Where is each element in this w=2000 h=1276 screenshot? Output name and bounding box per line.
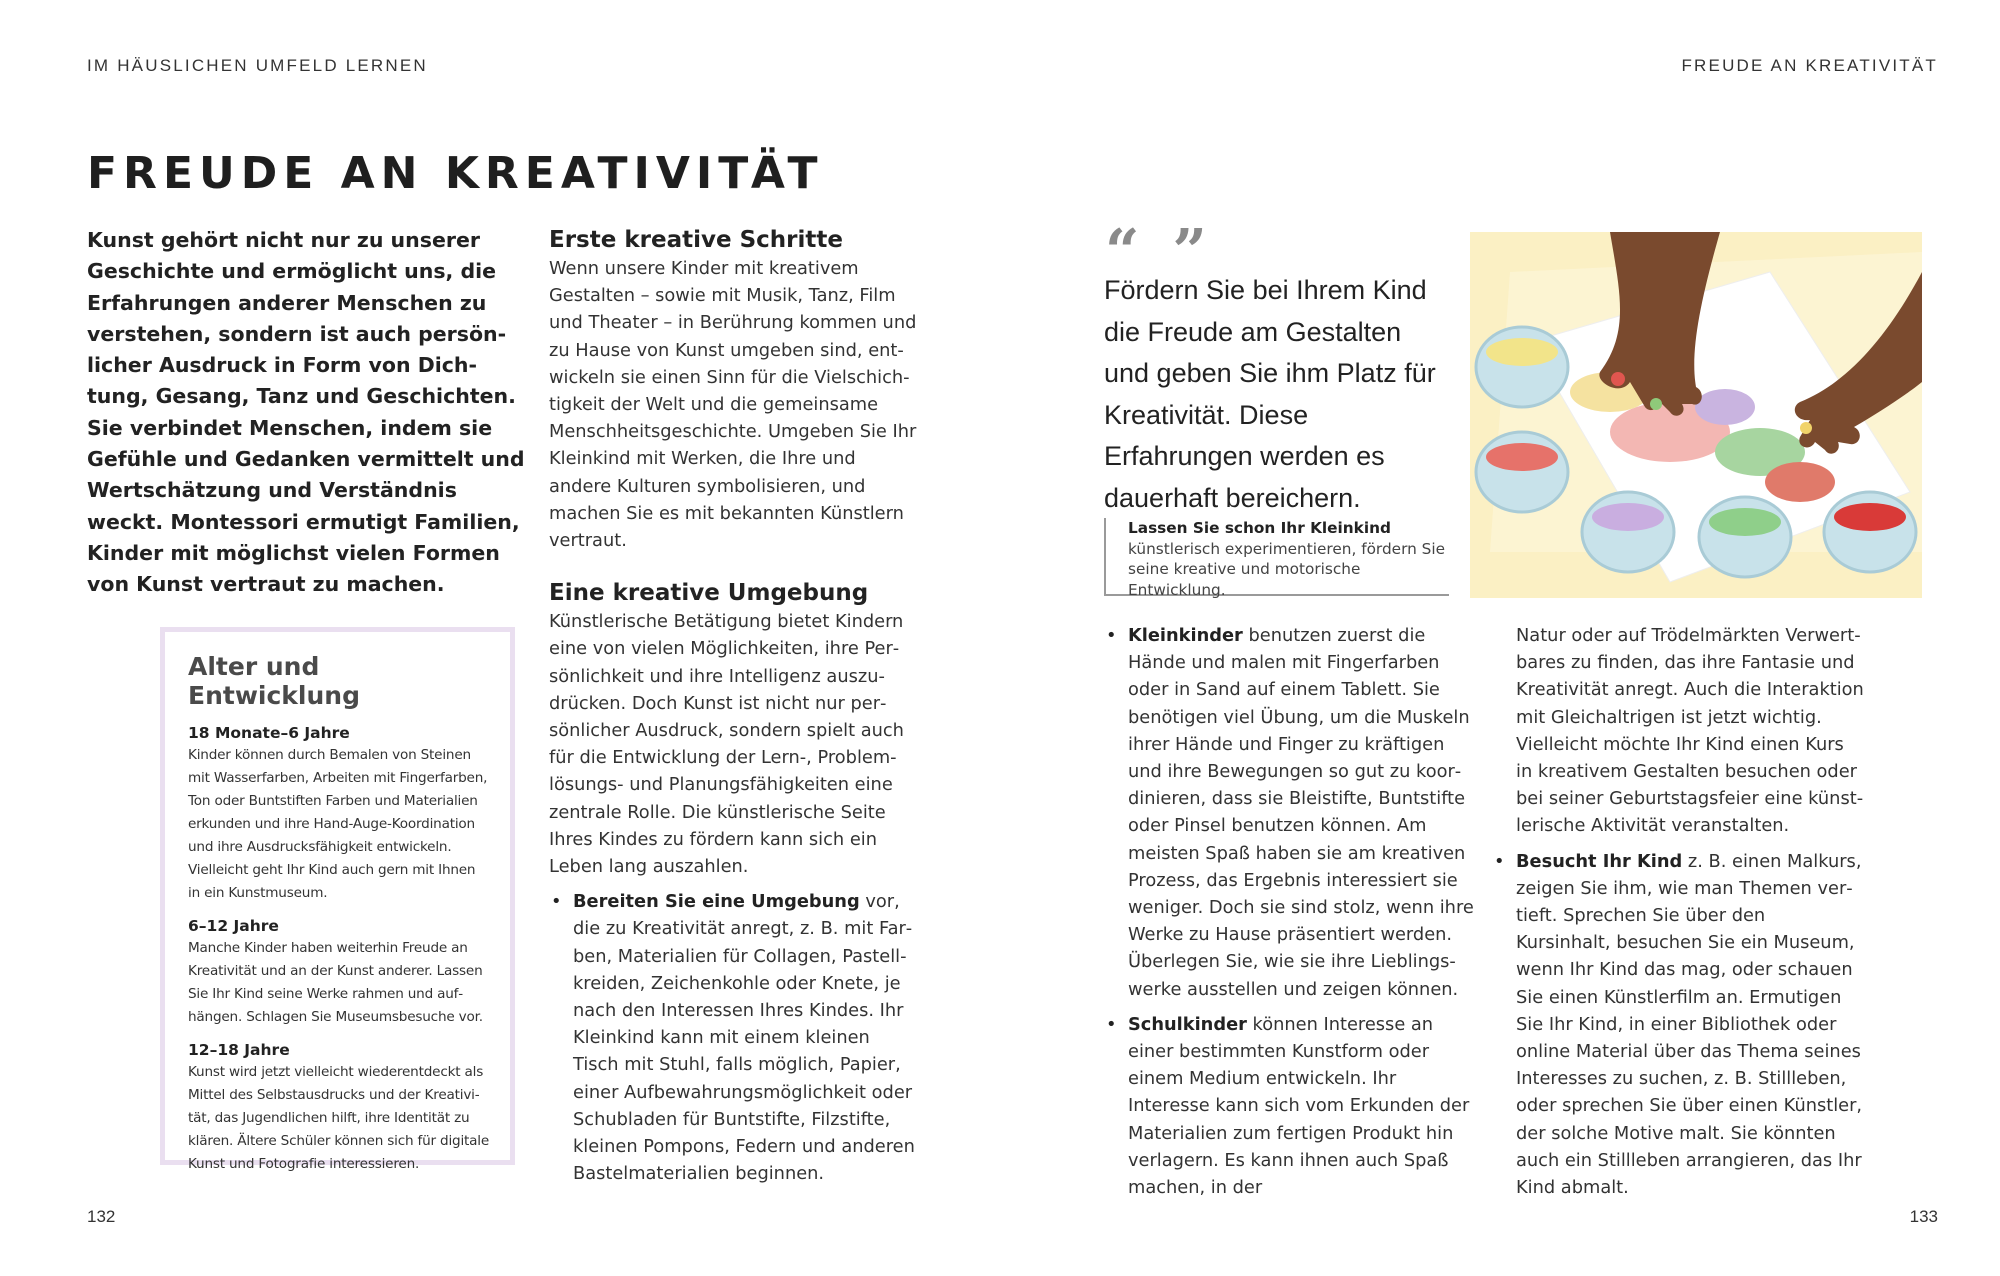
bullet-lead: Besucht Ihr Kind [1516, 850, 1683, 872]
running-head-right: FREUDE AN KREATIVITÄT [1681, 56, 1938, 75]
list-item [1104, 1011, 1476, 1201]
age-group-bullet-list [1104, 622, 1476, 1201]
bullet-text: können Interesse an einer bestimmten Kunstform oder einem Medium entwickeln. Ihr Interesse kann sich vom Erkunden der Materialien zum fertigen Produkt hin verlagern. Es kann ihnen auch Spaß machen, in der [1128, 1013, 1470, 1199]
paint-red [1486, 443, 1558, 471]
section-text-first-steps: Wenn unsere Kinder mit kreativem Gestalten – sowie mit Musik, Tanz, Film und Theater – in Berührung kommen und zu Hause von Kunst umgeben sind, entwickeln sie einen Sinn für die Vielschichtigkeit der Welt und die gemeinsame Menschheitsgeschichte. Umgeben Sie Ihr Kleinkind mit Werken, die Ihre und andere Kulturen symbolisieren, und machen Sie es mit bekannten Künstlern vertraut. [549, 258, 917, 552]
caption-lead: Lassen Sie schon Ihr Kleinkind [1128, 519, 1391, 537]
paint-smear [1695, 389, 1755, 425]
bullet-icon: • [1494, 850, 1505, 872]
bullet-text: vor, die zu Kreativität anregt, z. B. mit Farben, Materialien für Collagen, Pastellkreiden, Zeichenkohle oder Knete, je nach den Interessen Ihres Kindes. Ihr Kleinkind kann mit einem kleinen Tisch mit Stuhl, falls möglich, Papier, einer Aufbewahrungsmöglichkeit oder Schubladen für Buntstifte, Filzstifte, kleinen Pompons, Federn und anderen Bastelmaterialien beginnen. [573, 891, 915, 1185]
right-page [1000, 0, 2000, 1276]
bullet-lead: Kleinkinder [1128, 625, 1243, 646]
continued-text: Natur oder auf Trödelmärkten Verwertbares zu finden, das ihre Fantasie und Kreativität anregt. Auch die Interaktion mit Gleichaltrigen ist jetzt wichtig. Vielleicht möchte Ihr Kind einen Kurs in kreativem Gestalten besuchen oder bei seiner Geburtstagsfeier eine künstlerische Aktivität veranstalten. [1516, 625, 1864, 837]
age-heading: 6–12 Jahre [188, 917, 279, 935]
bullet-text: z. B. einen Malkurs, zeigen Sie ihm, wie man Themen vertieft. Sprechen Sie über den Kursinhalt, besuchen Sie ein Museum, wenn Ihr Kind das mag, oder schauen Sie einen Künstlerfilm an. Ermutigen Sie Ihr Kind, in einer Bibliothek oder online Material über das Thema seines Interesses zu suchen, z. B. Stillleben, oder sprechen Sie über einen Künstler, der solche Motive malt. Sie könnten auch ein Stillleben arrangieren, das Ihr Kind abmalt. [1516, 850, 1863, 1199]
paint-on-finger [1611, 372, 1625, 386]
bullet-lead: Schulkinder [1128, 1013, 1247, 1035]
right-text-column-2 [1492, 622, 1864, 1201]
paint-crimson [1834, 503, 1906, 531]
paint-yellow [1486, 338, 1558, 366]
paint-green [1709, 508, 1781, 536]
page-title: FREUDE AN KREATIVITÄT [87, 148, 824, 199]
paint-smear [1765, 462, 1835, 502]
intro-paragraph: Kunst gehört nicht nur zu unserer Geschichte und ermöglicht uns, die Erfahrungen anderer Menschen zu verstehen, sondern ist auch persönlicher Ausdruck in Form von Dichtung, Gesang, Tanz und Geschichten. Sie verbindet Menschen, indem sie Gefühle und Gedanken vermittelt und Wertschätzung und Verständnis weckt. Montessori ermutigt Familien, Kinder mit möglichst vielen Formen von Kunst vertraut zu machen. [87, 228, 525, 597]
left-text-column [549, 225, 919, 1188]
age-text: Kunst wird jetzt vielleicht wiederentdeckt als Mittel des Selbstausdrucks und der Kreativität, das Jugendlichen hilft, ihre Identität zu klären. Ältere Schüler können sich für digitale Kunst und Fotografie interessieren. [188, 1064, 490, 1172]
bullet-lead: Bereiten Sie eine Umgebung [573, 891, 860, 913]
list-item [1104, 622, 1476, 1003]
course-bullet-list [1492, 848, 1864, 1202]
paint-on-finger [1800, 422, 1812, 434]
section-text-environment: Künstlerische Betätigung bietet Kindern eine von vielen Möglichkeiten, ihre Persönlichkeit und ihre Intelligenz auszudrücken. Doch Kunst ist nicht nur persönlicher Ausdruck, sondern spielt auch für die Entwicklung der Lern-, Problemlösungs- und Planungsfähigkeiten eine zentrale Rolle. Die künstlerische Seite Ihres Kindes zu fördern kann sich ein Leben lang auszahlen. [549, 611, 904, 878]
age-heading: 18 Monate–6 Jahre [188, 724, 350, 742]
age-heading: 12–18 Jahre [188, 1041, 290, 1059]
age-text: Manche Kinder haben weiterhin Freude an Kreativität und an der Kunst anderer. Lassen Sie Ihr Kind seine Werke rahmen und aufhängen. Schlagen Sie Museumsbesuche vor. [188, 940, 483, 1025]
environment-bullet-list [549, 888, 919, 1187]
section-heading-first-steps: Erste kreative Schritte [549, 227, 843, 253]
paint-on-finger [1650, 398, 1662, 410]
running-head-left: IM HÄUSLICHEN UMFELD LERNEN [87, 56, 428, 75]
section-heading-environment: Eine kreative Umgebung [549, 580, 869, 607]
list-item [1492, 848, 1864, 1202]
list-item [549, 888, 919, 1187]
bullet-text: benutzen zuerst die Hände und malen mit Fingerfarben oder in Sand auf einem Tablett. Sie benötigen viel Übung, um die Muskeln ihrer Hände und Finger zu kräftigen und ihre Bewegungen so gut zu koordinieren, dass sie Bleistifte, Buntstifte oder Pinsel benutzen können. Am meisten Spaß haben sie am kreativen Prozess, das Ergebnis interessiert sie weniger. Doch sie sind stolz, wenn ihre Werke zu Hause präsentiert werden. Überlegen Sie, wie sie ihre Lieblingswerke ausstellen und zeigen können. [1128, 625, 1474, 1000]
pull-quote: Fördern Sie bei Ihrem Kind die Freude am Gestalten und geben Sie ihm Platz für Kreativität. Diese Erfahrungen werden es dauerhaft bereichern. [1104, 275, 1436, 513]
right-text-column-1 [1104, 622, 1476, 1201]
quote-marks: “ ” [1105, 217, 1213, 287]
page-number-left: 132 [87, 1207, 116, 1226]
bullet-icon: • [1106, 625, 1117, 646]
age-development-box [160, 627, 515, 1172]
box-heading: Alter und Entwicklung [188, 652, 360, 710]
paint-purple [1592, 503, 1664, 531]
caption-text: künstlerisch experimentieren, fördern Sie seine kreative und motorische Entwicklung. [1128, 539, 1446, 599]
page-number-right: 133 [1909, 1207, 1938, 1226]
bullet-icon: • [1106, 1013, 1117, 1035]
age-text: Kinder können durch Bemalen von Steinen mit Wasserfarben, Arbeiten mit Fingerfarben, Ton oder Buntstiften Farben und Materialien erkunden und ihre Hand-Auge-Koordination und ihre Ausdrucksfähigkeit entwickeln. Vielleicht geht Ihr Kind auch gern mit Ihnen in ein Kunstmuseum. [188, 747, 488, 901]
bullet-icon: • [551, 891, 562, 913]
image-caption [1104, 518, 1449, 599]
finger-painting-illustration [1470, 232, 1922, 598]
